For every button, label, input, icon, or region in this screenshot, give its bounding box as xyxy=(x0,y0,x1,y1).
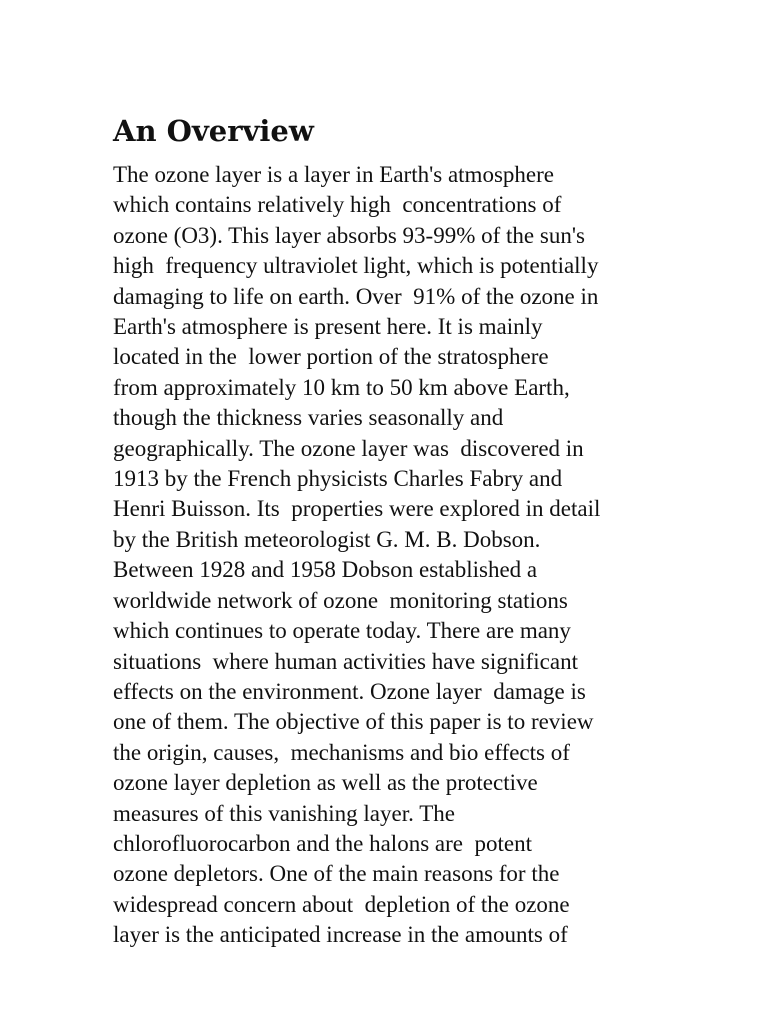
body-line: ozone depletors. One of the main reasons for the xyxy=(113,861,560,887)
body-line: Henri Buisson. Its properties were explored in detail xyxy=(113,496,601,522)
body-line: high frequency ultraviolet light, which is potentially xyxy=(113,253,599,279)
body-line: The ozone layer is a layer in Earth's atmosphere xyxy=(113,162,554,187)
body-line: measures of this vanishing layer. The xyxy=(113,800,455,826)
body-line: situations where human activities have significant xyxy=(113,648,578,674)
body-line: widespread concern about depletion of the ozone xyxy=(113,891,570,917)
body-line: 1913 by the French physicists Charles Fabry and xyxy=(113,466,563,492)
body-line: though the thickness varies seasonally and xyxy=(113,405,504,431)
body-line: ozone layer depletion as well as the protective xyxy=(113,770,538,796)
body-line: located in the lower portion of the stratosphere xyxy=(113,344,549,370)
body-line: damaging to life on earth. Over 91% of the ozone in xyxy=(113,283,599,309)
document-content xyxy=(113,112,673,951)
body-line: ozone (O3). This layer absorbs 93-99% of the sun's xyxy=(113,222,585,248)
document-title: An Overview xyxy=(113,114,314,148)
body-line: worldwide network of ozone monitoring stations xyxy=(113,587,568,613)
body-line: layer is the anticipated increase in the amounts of xyxy=(113,922,568,948)
body-line: which contains relatively high concentrations of xyxy=(113,192,562,218)
body-line: by the British meteorologist G. M. B. Dobson. xyxy=(113,526,541,552)
body-line: which continues to operate today. There are many xyxy=(113,618,571,644)
document-body xyxy=(113,160,673,951)
body-line: effects on the environment. Ozone layer damage is xyxy=(113,678,586,704)
body-line: Between 1928 and 1958 Dobson established a xyxy=(113,557,538,583)
body-line: from approximately 10 km to 50 km above Earth, xyxy=(113,374,570,400)
body-line: one of them. The objective of this paper is to review xyxy=(113,709,594,735)
body-line: geographically. The ozone layer was discovered in xyxy=(113,435,584,461)
body-line: chlorofluorocarbon and the halons are potent xyxy=(113,830,532,856)
body-line: Earth's atmosphere is present here. It is mainly xyxy=(113,314,543,340)
body-line: the origin, causes, mechanisms and bio effects of xyxy=(113,739,570,765)
